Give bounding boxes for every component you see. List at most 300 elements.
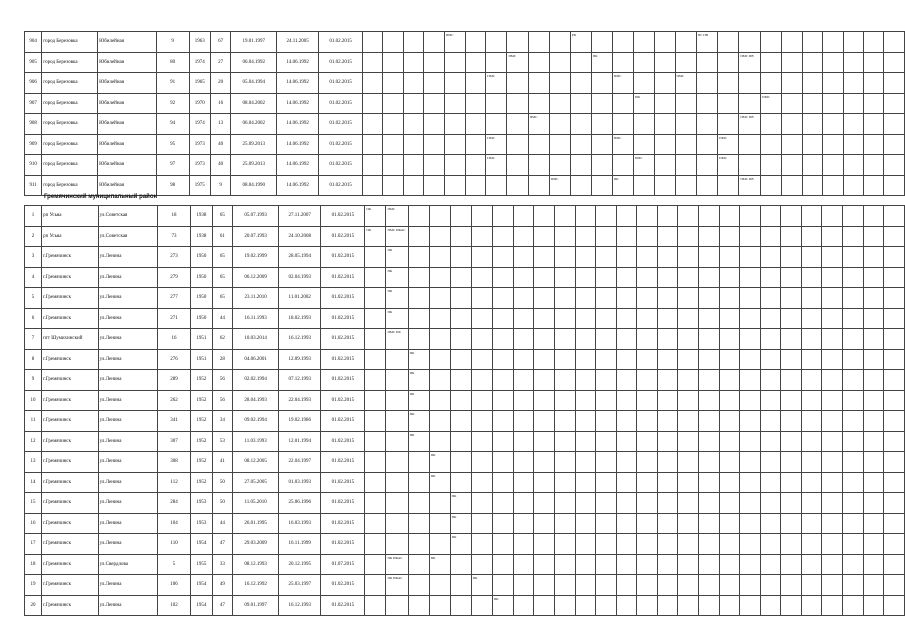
grid-cell: [718, 93, 739, 114]
row-number: 10: [25, 390, 42, 411]
grid-cell: [429, 226, 450, 247]
grid-mark: ПС ПВ: [697, 33, 708, 37]
grid-cell: [823, 155, 843, 176]
date-cell: 08.12.2005: [233, 452, 279, 473]
grid-cell: [863, 370, 884, 391]
grid-cell: [655, 73, 675, 94]
grid-cell: [507, 114, 528, 135]
grid-cell: [801, 329, 822, 350]
grid-cell: [429, 513, 450, 534]
wear-percent-cell: 65: [212, 247, 233, 268]
grid-cell: [781, 472, 802, 493]
town-cell: город Березовка: [42, 155, 98, 176]
grid-cell: [444, 52, 465, 73]
street-cell: ул.Советская: [98, 226, 157, 247]
grid-cell: [383, 73, 403, 94]
year-cell: 1951: [191, 349, 212, 370]
street-cell: Юбилейная: [98, 32, 157, 53]
grid-cell: [612, 134, 633, 155]
grid-cell: [450, 534, 471, 555]
grid-cell: [740, 575, 761, 596]
grid-cell: [444, 73, 465, 94]
house-number-cell: 262: [157, 390, 191, 411]
grid-cell: [718, 52, 739, 73]
grid-cell: [492, 206, 513, 227]
grid-cell: [554, 370, 575, 391]
grid-cell: [782, 134, 802, 155]
grid-mark: ПК: [409, 391, 415, 396]
grid-cell: [616, 595, 637, 616]
grid-cell: [513, 288, 534, 309]
grid-cell: [534, 411, 555, 432]
grid-cell: [822, 554, 843, 575]
wear-percent-cell: 50: [212, 472, 233, 493]
wear-percent-cell: 16: [210, 93, 231, 114]
house-number-cell: 276: [157, 349, 191, 370]
grid-mark: ПК: [592, 53, 598, 58]
date-cell: 01.02.2015: [321, 452, 365, 473]
table-row: [25, 493, 905, 514]
grid-cell: [719, 247, 740, 268]
grid-mark: ПК ПФАС: [387, 555, 403, 560]
grid-cell: [884, 411, 905, 432]
grid-cell: [549, 52, 570, 73]
grid-cell: [534, 247, 555, 268]
grid-cell: [591, 175, 612, 196]
grid-mark: ПК ПФАС: [387, 576, 403, 580]
house-number-cell: 112: [157, 472, 191, 493]
grid-cell: [740, 247, 761, 268]
row-number: 909: [25, 134, 42, 155]
grid-cell: [554, 431, 575, 452]
grid-cell: [822, 431, 843, 452]
grid-cell: [843, 390, 864, 411]
grid-cell: [698, 226, 719, 247]
grid-cell: [760, 267, 781, 288]
house-number-cell: 92: [156, 93, 189, 114]
date-cell: 16.11.1993: [233, 308, 279, 329]
grid-cell: [863, 411, 884, 432]
house-number-cell: 273: [157, 247, 191, 268]
grid-cell: [698, 534, 719, 555]
grid-cell: [760, 493, 781, 514]
grid-cell: [534, 431, 555, 452]
grid-cell: [365, 390, 386, 411]
grid-cell: [637, 349, 658, 370]
date-cell: 16.12.1993: [279, 595, 321, 616]
grid-cell: [616, 390, 637, 411]
table-row: [25, 52, 905, 73]
wear-percent-cell: 44: [212, 513, 233, 534]
grid-cell: [486, 52, 507, 73]
grid-cell: [471, 226, 492, 247]
table-row: [25, 267, 905, 288]
grid-mark: ПК: [409, 412, 415, 416]
grid-cell: [471, 411, 492, 432]
date-cell: 22.04.1997: [279, 452, 321, 473]
grid-cell: [657, 554, 678, 575]
grid-cell: [637, 431, 658, 452]
grid-cell: [365, 267, 386, 288]
grid-cell: [616, 431, 637, 452]
grid-cell: [637, 329, 658, 350]
street-cell: ул.Ленина: [98, 472, 157, 493]
grid-cell: [534, 349, 555, 370]
date-cell: 25.09.2013: [231, 155, 277, 176]
grid-cell: [843, 52, 863, 73]
grid-cell: [843, 513, 864, 534]
grid-cell: [740, 390, 761, 411]
town-cell: г.Гремячинск: [42, 575, 99, 596]
grid-cell: [429, 329, 450, 350]
date-cell: 01.02.2015: [321, 472, 365, 493]
date-cell: 01.02.2015: [321, 349, 365, 370]
grid-cell: [637, 452, 658, 473]
grid-cell: [843, 308, 864, 329]
row-number: 7: [25, 329, 42, 350]
year-cell: 1938: [191, 226, 212, 247]
street-cell: ул.Ленина: [98, 390, 157, 411]
town-cell: город Березовка: [42, 114, 98, 135]
row-number: 911: [25, 175, 42, 196]
grid-cell: [465, 155, 485, 176]
grid-cell: [408, 452, 429, 473]
grid-cell: [801, 349, 822, 370]
date-cell: 01.02.2015: [321, 329, 365, 350]
grid-cell: [884, 575, 905, 596]
town-cell: г.Гремячинск: [42, 452, 99, 473]
grid-cell: [655, 114, 675, 135]
grid-cell: [822, 247, 843, 268]
date-cell: 25.09.2013: [231, 134, 277, 155]
grid-cell: [760, 349, 781, 370]
table-row: [25, 226, 905, 247]
row-number: 14: [25, 472, 42, 493]
grid-cell: [678, 575, 699, 596]
grid-cell: [596, 370, 617, 391]
grid-cell: [863, 329, 884, 350]
section-title: Гремячинский муниципальный район: [44, 194, 158, 200]
wear-percent-cell: 56: [212, 390, 233, 411]
grid-cell: [575, 390, 596, 411]
grid-cell: [444, 32, 465, 53]
grid-cell: [386, 493, 408, 514]
grid-cell: [740, 411, 761, 432]
grid-cell: [843, 206, 864, 227]
grid-cell: [386, 431, 408, 452]
grid-cell: [554, 247, 575, 268]
grid-cell: [616, 288, 637, 309]
grid-cell: [863, 390, 884, 411]
grid-cell: [863, 472, 884, 493]
grid-cell: [596, 267, 617, 288]
date-cell: 01.02.2015: [319, 93, 363, 114]
grid-cell: [513, 493, 534, 514]
grid-cell: [386, 247, 408, 268]
street-cell: ул.Ленина: [98, 329, 157, 350]
row-number: 2: [25, 226, 42, 247]
grid-cell: [534, 493, 555, 514]
grid-mark: ПМС: [529, 115, 538, 119]
grid-cell: [507, 134, 528, 155]
grid-cell: [782, 114, 802, 135]
grid-cell: [383, 155, 403, 176]
grid-cell: [698, 431, 719, 452]
grid-cell: [408, 226, 429, 247]
grid-cell: [424, 155, 444, 176]
grid-cell: [365, 370, 386, 391]
grid-cell: [424, 134, 444, 155]
table-row: [25, 32, 905, 53]
grid-cell: [549, 175, 570, 196]
grid-cell: [675, 134, 696, 155]
grid-cell: [429, 452, 450, 473]
date-cell: 19.02.1999: [233, 247, 279, 268]
table-row: [25, 134, 905, 155]
town-cell: г.Гремячинск: [42, 288, 99, 309]
grid-cell: [450, 595, 471, 616]
grid-cell: [450, 370, 471, 391]
grid-cell: [386, 472, 408, 493]
date-cell: 28.05.1994: [279, 247, 321, 268]
grid-cell: [843, 370, 864, 391]
grid-cell: [761, 175, 782, 196]
year-cell: 1954: [191, 534, 212, 555]
date-cell: 02.02.1994: [233, 370, 279, 391]
grid-cell: [637, 288, 658, 309]
grid-cell: [675, 93, 696, 114]
date-cell: 07.12.1993: [279, 370, 321, 391]
grid-cell: [823, 32, 843, 53]
wear-percent-cell: 56: [212, 370, 233, 391]
grid-cell: [365, 288, 386, 309]
date-cell: 26.01.1995: [233, 513, 279, 534]
grid-cell: [637, 513, 658, 534]
grid-cell: [492, 267, 513, 288]
grid-cell: [513, 534, 534, 555]
grid-cell: [740, 554, 761, 575]
grid-cell: [678, 534, 699, 555]
grid-cell: [802, 73, 822, 94]
grid-cell: [513, 370, 534, 391]
date-cell: 24.11.2005: [277, 32, 319, 53]
town-cell: г.Гремячинск: [42, 370, 99, 391]
town-cell: город Березовка: [42, 73, 98, 94]
grid-cell: [822, 329, 843, 350]
grid-cell: [616, 267, 637, 288]
grid-cell: [365, 595, 386, 616]
date-cell: 16.11.1999: [279, 534, 321, 555]
grid-cell: [616, 206, 637, 227]
grid-cell: [657, 206, 678, 227]
grid-cell: [801, 267, 822, 288]
grid-cell: [616, 452, 637, 473]
grid-cell: [403, 52, 423, 73]
grid-cell: [718, 134, 739, 155]
grid-cell: [843, 595, 864, 616]
wear-percent-cell: 67: [210, 32, 231, 53]
date-cell: 14.06.1992: [277, 52, 319, 73]
grid-cell: [513, 575, 534, 596]
grid-cell: [781, 206, 802, 227]
grid-cell: [863, 226, 884, 247]
grid-cell: [843, 349, 864, 370]
grid-cell: [843, 493, 864, 514]
date-cell: 01.02.2015: [319, 175, 363, 196]
grid-cell: [534, 308, 555, 329]
grid-cell: [657, 575, 678, 596]
grid-mark: ПМС: [387, 207, 396, 211]
year-cell: 1973: [189, 134, 210, 155]
wear-percent-cell: 53: [212, 431, 233, 452]
street-cell: ул.Ленина: [98, 513, 157, 534]
grid-cell: [513, 247, 534, 268]
grid-cell: [884, 267, 905, 288]
grid-cell: [591, 93, 612, 114]
grid-cell: [575, 370, 596, 391]
date-cell: 20.07.1993: [233, 226, 279, 247]
grid-cell: [450, 411, 471, 432]
grid-cell: [429, 575, 450, 596]
grid-cell: [575, 493, 596, 514]
street-cell: Юбилейная: [98, 73, 157, 94]
grid-cell: [698, 595, 719, 616]
grid-cell: [843, 32, 863, 53]
date-cell: 01.02.2015: [321, 370, 365, 391]
grid-cell: [678, 513, 699, 534]
grid-cell: [863, 575, 884, 596]
grid-cell: [596, 206, 617, 227]
date-cell: 01.02.2015: [319, 114, 363, 135]
grid-cell: [575, 472, 596, 493]
date-cell: 14.06.1992: [277, 73, 319, 94]
grid-cell: [554, 288, 575, 309]
grid-cell: [486, 93, 507, 114]
grid-cell: [760, 554, 781, 575]
grid-mark: ПК: [409, 350, 415, 355]
grid-cell: [408, 390, 429, 411]
grid-cell: [471, 554, 492, 575]
grid-cell: [554, 575, 575, 596]
grid-cell: [513, 329, 534, 350]
grid-mark: ПМС: [487, 135, 496, 140]
row-number: 905: [25, 52, 42, 73]
grid-cell: [698, 308, 719, 329]
grid-cell: [612, 175, 633, 196]
table-row: [25, 390, 905, 411]
grid-cell: [571, 155, 592, 176]
wear-percent-cell: 49: [212, 575, 233, 596]
grid-cell: [386, 452, 408, 473]
grid-cell: [781, 575, 802, 596]
date-cell: 01.02.2015: [321, 493, 365, 514]
grid-cell: [884, 175, 905, 196]
grid-cell: [365, 308, 386, 329]
grid-cell: [596, 431, 617, 452]
grid-cell: [549, 73, 570, 94]
grid-cell: [760, 226, 781, 247]
grid-cell: [884, 349, 905, 370]
street-cell: ул.Ленина: [98, 308, 157, 329]
grid-cell: [534, 226, 555, 247]
grid-cell: [863, 134, 883, 155]
grid-cell: [365, 554, 386, 575]
grid-cell: [471, 267, 492, 288]
town-cell: г.Гремячинск: [42, 513, 99, 534]
grid-cell: [616, 554, 637, 575]
grid-cell: [363, 155, 383, 176]
grid-cell: [781, 431, 802, 452]
grid-cell: [450, 431, 471, 452]
grid-cell: [637, 472, 658, 493]
grid-cell: [465, 175, 485, 196]
grid-cell: [822, 288, 843, 309]
grid-cell: [554, 349, 575, 370]
grid-cell: [696, 114, 717, 135]
date-cell: 18.02.1993: [279, 308, 321, 329]
grid-cell: [596, 513, 617, 534]
grid-cell: [863, 267, 884, 288]
house-number-cell: 73: [157, 226, 191, 247]
grid-cell: [554, 226, 575, 247]
grid-cell: [802, 114, 822, 135]
wear-percent-cell: 47: [212, 595, 233, 616]
grid-cell: [675, 32, 696, 53]
grid-cell: [863, 155, 883, 176]
grid-cell: [403, 93, 423, 114]
grid-cell: [801, 452, 822, 473]
grid-cell: [781, 411, 802, 432]
grid-mark: ПФ: [634, 94, 641, 99]
grid-cell: [554, 267, 575, 288]
grid-cell: [637, 247, 658, 268]
grid-cell: [528, 175, 549, 196]
grid-cell: [471, 349, 492, 370]
grid-cell: [471, 247, 492, 268]
grid-cell: [492, 370, 513, 391]
grid-cell: [365, 247, 386, 268]
grid-cell: [884, 226, 905, 247]
year-cell: 1952: [191, 390, 212, 411]
grid-cell: [698, 206, 719, 227]
grid-cell: [823, 73, 843, 94]
grid-cell: [554, 329, 575, 350]
grid-cell: [657, 370, 678, 391]
grid-cell: [528, 93, 549, 114]
grid-cell: [471, 513, 492, 534]
street-cell: ул.Ленина: [98, 247, 157, 268]
grid-cell: [633, 73, 654, 94]
date-cell: 01.03.1993: [279, 472, 321, 493]
grid-cell: [863, 513, 884, 534]
grid-cell: [781, 226, 802, 247]
date-cell: 01.02.2015: [321, 288, 365, 309]
grid-mark: ПК: [472, 576, 478, 580]
grid-cell: [760, 472, 781, 493]
grid-cell: [534, 390, 555, 411]
date-cell: 01.02.2015: [321, 226, 365, 247]
grid-cell: [637, 226, 658, 247]
grid-cell: [843, 247, 864, 268]
grid-cell: [450, 288, 471, 309]
grid-cell: [492, 431, 513, 452]
year-cell: 1950: [191, 267, 212, 288]
grid-cell: [863, 32, 883, 53]
grid-cell: [678, 411, 699, 432]
grid-cell: [760, 534, 781, 555]
grid-cell: [596, 226, 617, 247]
grid-cell: [781, 554, 802, 575]
